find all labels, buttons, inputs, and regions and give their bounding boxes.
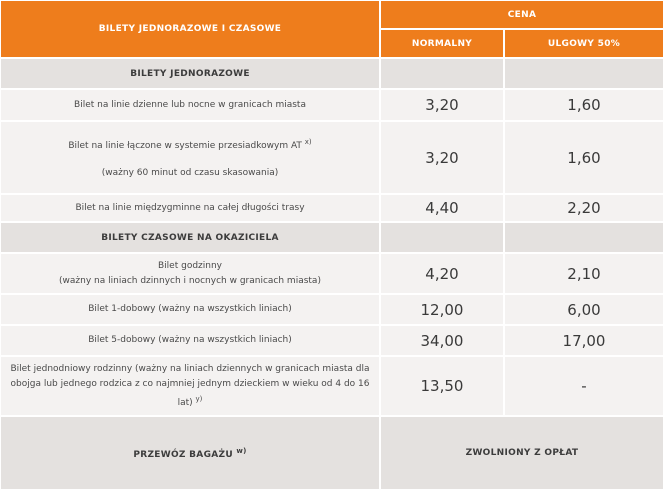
header-normal: NORMALNY bbox=[381, 30, 503, 57]
header-price: CENA bbox=[381, 1, 663, 28]
header-row bbox=[1, 1, 663, 28]
luggage-row bbox=[1, 417, 663, 489]
section-row-time bbox=[1, 223, 663, 252]
price-normal: 13,50 bbox=[381, 357, 503, 415]
luggage-label bbox=[1, 417, 379, 489]
section-empty-cell bbox=[505, 223, 663, 252]
footnote-marker: x) bbox=[304, 137, 312, 146]
section-empty-cell bbox=[381, 223, 503, 252]
price-normal: 34,00 bbox=[381, 326, 503, 355]
header-reduced: ULGOWY 50% bbox=[505, 30, 663, 57]
ticket-description bbox=[1, 357, 379, 415]
ticket-description-line bbox=[5, 135, 375, 154]
price-reduced: - bbox=[505, 357, 663, 415]
luggage-value: ZWOLNIONY Z OPŁAT bbox=[381, 417, 663, 489]
ticket-description-text: Bilet jednodniowy rodzinny (ważny na liniach dziennych w granicach miasta dla obojga lub jednego rodzica z co najmniej jednym dzieckiem w wieku od 4 do 16 lat) bbox=[10, 363, 370, 408]
price-normal: 4,20 bbox=[381, 254, 503, 293]
price-reduced: 17,00 bbox=[505, 326, 663, 355]
table-row bbox=[1, 195, 663, 221]
price-reduced: 2,10 bbox=[505, 254, 663, 293]
table-row bbox=[1, 90, 663, 120]
ticket-description: Bilet 5-dobowy (ważny na wszystkich liniach) bbox=[1, 326, 379, 355]
price-normal: 3,20 bbox=[381, 122, 503, 193]
ticket-description: Bilet 1-dobowy (ważny na wszystkich liniach) bbox=[1, 295, 379, 324]
section-title-single: BILETY JEDNORAZOWE bbox=[1, 59, 379, 88]
table-row bbox=[1, 295, 663, 324]
section-row-single bbox=[1, 59, 663, 88]
ticket-description bbox=[1, 122, 379, 193]
price-normal: 12,00 bbox=[381, 295, 503, 324]
ticket-description-note: (ważny 60 minut od czasu skasowania) bbox=[101, 167, 279, 178]
price-reduced: 1,60 bbox=[505, 122, 663, 193]
section-title-time: BILETY CZASOWE NA OKAZICIELA bbox=[1, 223, 379, 252]
footnote-marker: w) bbox=[236, 446, 247, 455]
ticket-description-text: Bilet godzinny bbox=[158, 260, 222, 271]
ticket-description-note: (ważny na liniach dzinnych i nocnych w granicach miasta) bbox=[59, 275, 321, 286]
luggage-label-text: PRZEWÓZ BAGAŻU bbox=[133, 449, 233, 460]
price-reduced: 6,00 bbox=[505, 295, 663, 324]
section-empty-cell bbox=[381, 59, 503, 88]
ticket-description: Bilet na linie dzienne lub nocne w granicach miasta bbox=[1, 90, 379, 120]
header-ticket-type: BILETY JEDNORAZOWE I CZASOWE bbox=[1, 1, 379, 57]
section-empty-cell bbox=[505, 59, 663, 88]
footnote-marker: y) bbox=[195, 394, 203, 403]
ticket-description bbox=[1, 254, 379, 293]
price-reduced: 1,60 bbox=[505, 90, 663, 120]
table-row bbox=[1, 122, 663, 193]
ticket-description: Bilet na linie międzygminne na całej długości trasy bbox=[1, 195, 379, 221]
ticket-description-text: Bilet na linie łączone w systemie przesiadkowym AT bbox=[68, 140, 302, 151]
table-row bbox=[1, 357, 663, 415]
table-row bbox=[1, 326, 663, 355]
price-reduced: 2,20 bbox=[505, 195, 663, 221]
table-row bbox=[1, 254, 663, 293]
price-normal: 3,20 bbox=[381, 90, 503, 120]
price-normal: 4,40 bbox=[381, 195, 503, 221]
